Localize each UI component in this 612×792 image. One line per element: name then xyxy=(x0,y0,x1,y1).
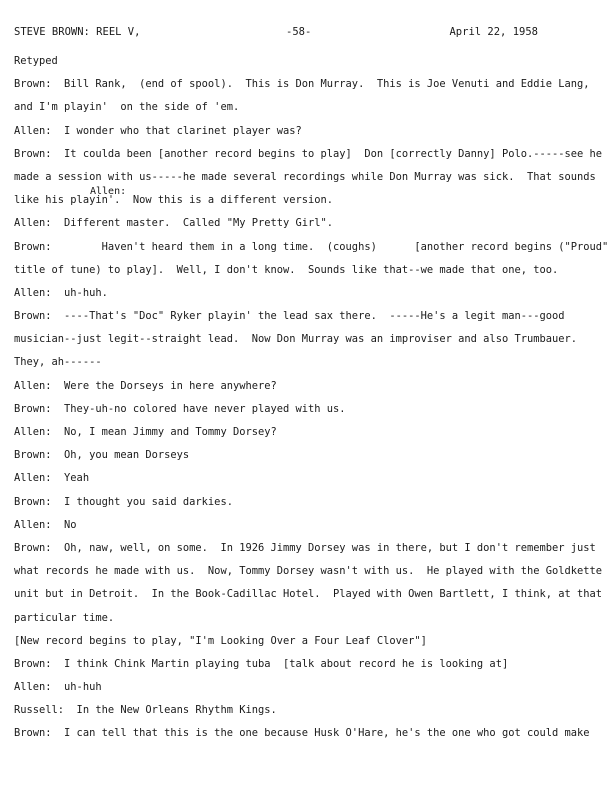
transcript-line: Allen: No xyxy=(14,518,77,531)
transcript-line: Brown: ----That's "Doc" Ryker playin' the lead sax there. -----He's a legit man---good xyxy=(14,310,565,323)
header-date: April 22, 1958 xyxy=(449,26,538,38)
transcript-line: Brown: Haven't heard them in a long time. (coughs) [another record begins ("Proud" xyxy=(14,240,609,253)
transcript-line: Brown: Oh, you mean Dorseys xyxy=(14,449,190,462)
page-number: -58- xyxy=(286,26,312,38)
transcript-line: Russell: In the New Orleans Rhythm Kings. xyxy=(14,704,277,717)
transcript-line: Brown: They-uh-no colored have never played with us. xyxy=(14,402,346,415)
transcript-line: Brown: Oh, naw, well, on some. In 1926 Jimmy Dorsey was in there, but I don't remember just xyxy=(14,541,596,554)
header-reel: STEVE BROWN: REEL V, xyxy=(14,26,141,38)
transcript-line: Allen: Yeah xyxy=(14,472,90,485)
transcript-line: made a session with us-----he made several recordings while Don Murray was sick. That sounds xyxy=(14,170,596,183)
transcript-line: Brown: I thought you said darkies. xyxy=(14,495,233,508)
transcript-line: Allen: I wonder who that clarinet player was? xyxy=(14,124,302,137)
transcript-line: Allen: uh-huh. xyxy=(14,286,108,299)
transcript-line: Allen: Were the Dorseys in here anywhere? xyxy=(14,379,277,392)
transcript-line: Retyped xyxy=(14,55,58,67)
transcript-line: Brown: Bill Rank, (end of spool). This is Don Murray. This is Joe Venuti and Eddie Lang, xyxy=(14,78,590,91)
transcript-line: Brown: I can tell that this is the one because Husk O'Hare, he's the one who got could make xyxy=(14,727,590,740)
transcript-line: title of tune) to play]. Well, I don't know. Sounds like that--we made that one, too. xyxy=(14,263,559,276)
transcript-body xyxy=(14,50,609,746)
transcript-line: Brown: It coulda been [another record begins to play] Don [correctly Danny] Polo.-----see he xyxy=(14,147,603,160)
transcript-line: particular time. xyxy=(14,611,115,624)
transcript-line: what records he made with us. Now, Tommy Dorsey wasn't with us. He played with the Goldkette xyxy=(14,565,603,578)
transcript-line: and I'm playin' on the side of 'em. xyxy=(14,101,240,114)
transcript-line: Allen: No, I mean Jimmy and Tommy Dorsey? xyxy=(14,426,277,438)
transcript-line: unit but in Detroit. In the Book-Cadillac Hotel. Played with Owen Bartlett, I think, at that xyxy=(14,588,603,601)
overtyped-speaker: Allen: xyxy=(90,186,127,197)
transcript-line: [New record begins to play, "I'm Looking Over a Four Leaf Clover"] xyxy=(14,634,427,647)
page-header xyxy=(14,26,598,42)
transcript-line: Brown: I think Chink Martin playing tuba [talk about record he is looking at] xyxy=(14,657,509,670)
transcript-line: musician--just legit--straight lead. Now Don Murray was an improviser and also Trumbauer. xyxy=(14,333,578,346)
transcript-line: Allen: uh-huh xyxy=(14,681,102,694)
transcript-line: like his playin'. Now this is a different version. xyxy=(14,194,334,207)
transcript-line: Allen: Different master. Called "My Pretty Girl". xyxy=(14,217,334,230)
transcript-line: They, ah------ xyxy=(14,356,102,369)
